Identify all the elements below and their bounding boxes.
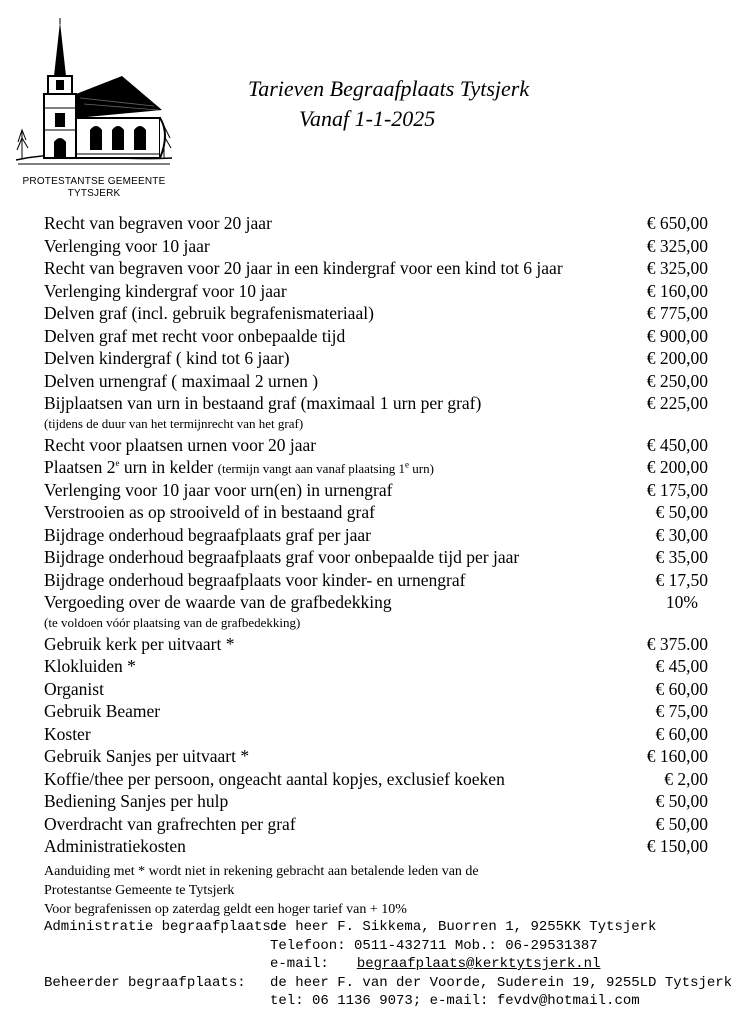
rate-price: € 35,00 [655,547,708,567]
cover-note: (te voldoen vóór plaatsing van de grafbedekking) [44,614,301,630]
rate-price: € 160,00 [646,746,708,766]
org-name-line2: TYTSJERK [67,188,121,199]
rate-row [44,212,708,235]
page-subtitle: Vanaf 1-1-2025 [299,106,436,131]
rate-price: 10% [665,592,698,612]
rate-price: € 200,00 [646,457,708,477]
rate-price: € 450,00 [646,434,708,455]
admin-label: Administratie begraafplaats: [44,919,280,935]
rate-label: Gebruik Beamer [44,701,161,721]
rate-row [44,790,708,813]
rate-price: € 225,00 [646,393,708,413]
rate-row [44,257,708,280]
church-logo [14,18,174,204]
rate-row [44,678,708,701]
rate-label: Verlenging voor 10 jaar [44,235,210,256]
rate-row [44,456,708,479]
rate-row [44,633,708,656]
rate-row [44,235,708,258]
rate-row [44,524,708,547]
manager-label: Beheerder begraafplaats: [44,974,246,991]
contact-line [44,937,724,956]
footnote-asterisk: Aanduiding met * wordt niet in rekening gebracht aan betalende leden van de [44,864,479,879]
rate-label: Bijdrage onderhoud begraafplaats graf per jaar [44,524,371,545]
org-name-line1: PROTESTANTSE GEMEENTE [22,176,166,187]
manager-address: de heer F. van der Voorde, Suderein 19, 9255LD Tytsjerk [270,974,733,991]
rate-label: Gebruik kerk per uitvaart * [44,633,235,654]
contact-line [44,974,733,993]
page-title: Tarieven Begraafplaats Tytsjerk [248,76,530,101]
rate-row [44,302,708,325]
rate-label: Delven graf (incl. gebruik begrafenismateriaal) [44,303,374,323]
rate-label-mid: urn in kelder [119,457,218,477]
footnote-asterisk-cont: Protestantse Gemeente te Tytsjerk [44,883,235,898]
rate-row [44,835,708,858]
admin-email-line [270,955,600,974]
rate-label-main: Plaatsen 2 [44,457,116,477]
rate-label: Organist [44,678,104,699]
admin-phone: Telefoon: 0511-432711 Mob.: 06-29531387 [270,937,598,954]
rate-label: Bediening Sanjes per hulp [44,791,229,811]
rate-price: € 45,00 [655,656,708,676]
rate-label: Verlenging kindergraf voor 10 jaar [44,280,287,301]
rate-price: € 50,00 [655,502,708,522]
urn-note: (tijdens de duur van het termijnrecht van het graf) [44,415,304,431]
rate-price: € 60,00 [655,678,708,699]
rate-row [44,700,708,723]
rate-price: € 175,00 [646,479,708,500]
rate-price: € 325,00 [646,235,708,256]
rate-price: € 150,00 [646,836,708,856]
ordinal-superscript: e [115,458,120,469]
admin-email-link[interactable]: begraafplaats@kerktytsjerk.nl [356,956,601,972]
rate-row [44,723,708,746]
rate-row [44,434,708,457]
rate-row [44,591,708,614]
rate-row [44,392,708,415]
rate-price: € 17,50 [655,569,708,590]
rate-row [44,745,708,768]
rate-row [44,325,708,348]
rate-price: € 2,00 [664,768,708,789]
rate-label: Bijdrage onderhoud begraafplaats voor kinder- en urnengraf [44,569,466,590]
rate-price: € 50,00 [655,813,708,834]
rate-row [44,768,708,791]
rate-price: € 325,00 [646,258,708,278]
contact-line [44,918,724,937]
rate-label: Verstrooien as op strooiveld of in bestaand graf [44,502,375,522]
rate-price: € 50,00 [655,791,708,811]
rate-price: € 200,00 [646,348,708,368]
footnotes [44,862,724,919]
manager-contact: tel: 06 1136 9073; e-mail: fevdv@hotmail.com [270,993,640,1009]
rates-list [44,212,708,858]
rate-price: € 160,00 [646,280,708,301]
rate-price: € 75,00 [655,701,708,721]
rate-label: Delven urnengraf ( maximaal 2 urnen ) [44,370,319,391]
rate-row [44,280,708,303]
rate-label: Klokluiden * [44,656,136,676]
remark-text: (termijn vangt aan vanaf plaatsing 1 [217,461,405,476]
rate-label: Koster [44,723,91,744]
rate-label: Vergoeding over de waarde van de grafbedekking [44,592,392,612]
rate-row [44,501,708,524]
rate-row [44,370,708,393]
rate-row [44,479,708,502]
rate-price: € 375.00 [646,633,708,654]
rate-label: Overdracht van grafrechten per graf [44,813,296,834]
rate-label: Koffie/thee per persoon, ongeacht aantal kopjes, exclusief koeken [44,768,505,789]
rate-label: Recht voor plaatsen urnen voor 20 jaar [44,434,317,455]
contact-line [44,955,724,974]
contact-line [44,992,724,1011]
rate-price: € 900,00 [646,325,708,346]
rate-label: Delven kindergraf ( kind tot 6 jaar) [44,348,290,368]
church-drawing-icon [14,18,174,174]
rate-row [44,655,708,678]
admin-address: de heer F. Sikkema, Buorren 1, 9255KK Tytsjerk [270,919,657,935]
rate-label: Recht van begraven voor 20 jaar in een kindergraf voor een kind tot 6 jaar [44,258,563,278]
rate-label: Verlenging voor 10 jaar voor urn(en) in urnengraf [44,479,393,500]
rate-price: € 60,00 [655,723,708,744]
rate-label: Administratiekosten [44,836,186,856]
rate-label: Recht van begraven voor 20 jaar [44,213,272,233]
rate-row [44,546,708,569]
rate-label-remark [218,461,434,476]
rate-label [44,457,434,477]
rate-label: Delven graf met recht voor onbepaalde tijd [44,325,346,346]
rate-row [44,813,708,836]
rate-label: Bijdrage onderhoud begraafplaats graf voor onbepaalde tijd per jaar [44,547,520,567]
remark-end: urn) [408,461,434,476]
rate-label: Bijplaatsen van urn in bestaand graf (maximaal 1 urn per graf) [44,393,482,413]
rate-row [44,569,708,592]
admin-email-label: e-mail: [270,956,329,972]
footnote-saturday: Voor begrafenissen op zaterdag geldt een hoger tarief van + 10% [44,902,407,917]
rate-row [44,347,708,370]
rate-price: € 650,00 [646,213,708,233]
contact-block [44,918,733,1011]
ordinal-superscript: e [404,459,409,470]
rate-price: € 250,00 [646,370,708,391]
rate-label: Gebruik Sanjes per uitvaart * [44,746,250,766]
rate-price: € 775,00 [646,303,708,323]
rate-price: € 30,00 [655,524,708,545]
